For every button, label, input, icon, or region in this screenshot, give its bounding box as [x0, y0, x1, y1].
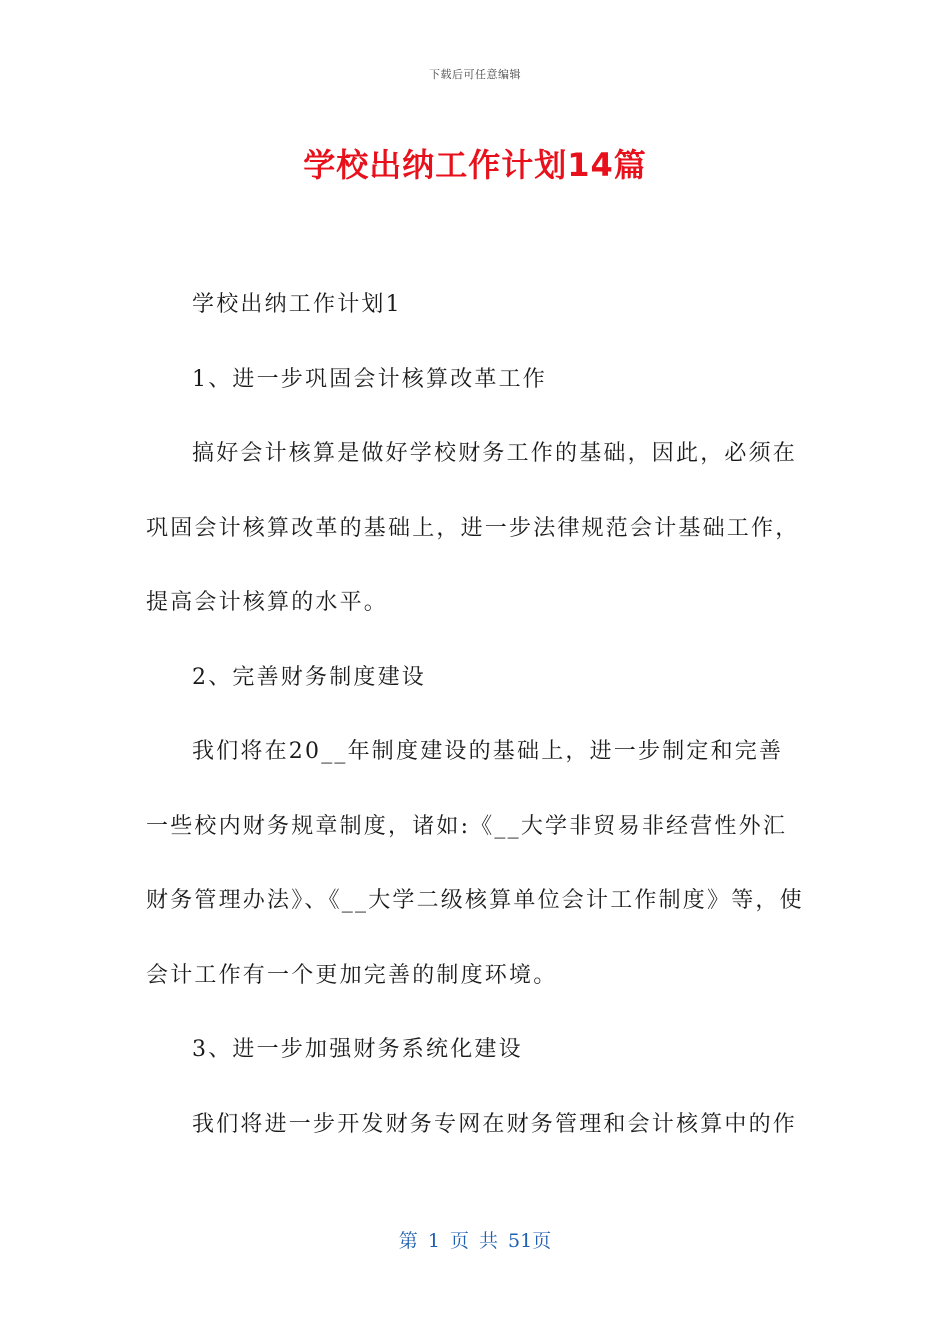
item-heading: 3、进一步加强财务系统化建设 [192, 1037, 523, 1062]
item-heading: 2、完善财务制度建设 [192, 664, 426, 690]
header-note: 下载后可任意编辑 [429, 68, 521, 81]
paragraph: 搞好会计核算是做好学校财务工作的基础，因此，必须在巩固会计核算改革的基础上，进一步法律规范会计基础工作，提高会计核算的水平。 [146, 441, 800, 615]
page-number: 第 1 页 共 51页 [398, 1230, 552, 1252]
document-body [146, 268, 806, 1162]
section-heading: 学校出纳工作计划1 [192, 292, 402, 317]
item-heading: 1、进一步巩固会计核算改革工作 [192, 366, 547, 392]
paragraph: 我们将在20__年制度建设的基础上，进一步制定和完善一些校内财务规章制度，诸如:《__大学非贸易非经营性外汇财务管理办法》、《__大学二级核算单位会计工作制度》等，使会计工作有一个更加完善的制度环境。 [146, 739, 804, 988]
document-title: 学校出纳工作计划14篇 [303, 146, 647, 184]
paragraph: 我们将进一步开发财务专网在财务管理和会计核算中的作 [192, 1111, 798, 1137]
